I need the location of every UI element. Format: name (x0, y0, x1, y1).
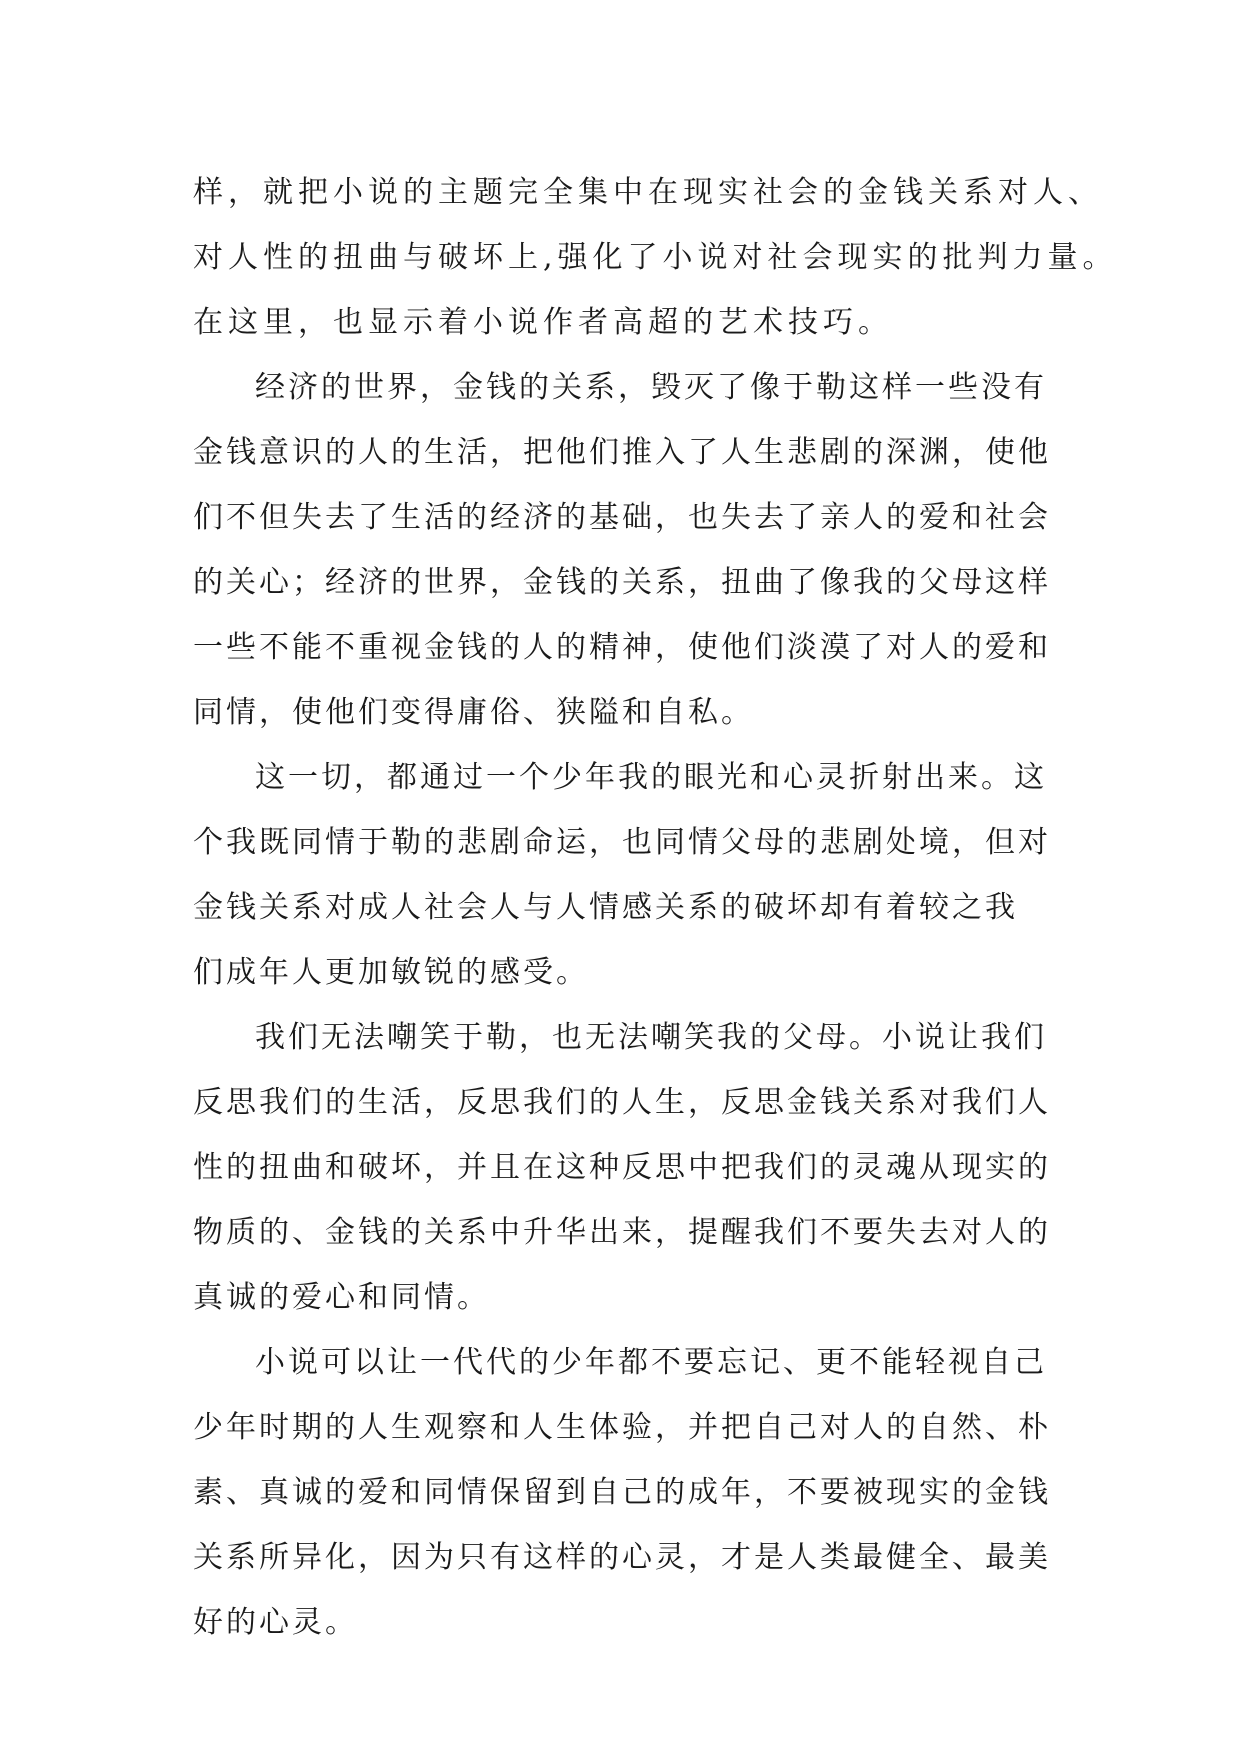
paragraph-line: 性的扭曲和破坏，并且在这种反思中把我们的灵魂从现实的 (193, 1150, 1051, 1185)
paragraph-line: 经济的世界，金钱的关系，毁灭了像于勒这样一些没有 (255, 370, 1047, 405)
paragraph-line: 少年时期的人生观察和人生体验，并把自己对人的自然、朴 (193, 1410, 1051, 1445)
paragraph-line: 一些不能不重视金钱的人的精神，使他们淡漠了对人的爱和 (193, 630, 1051, 665)
paragraph-3 (193, 745, 1113, 1005)
paragraph-line: 的关心；经济的世界，金钱的关系，扭曲了像我的父母这样 (193, 565, 1051, 600)
paragraph-1 (193, 160, 1118, 355)
paragraph-line: 物质的、金钱的关系中升华出来，提醒我们不要失去对人的 (193, 1215, 1051, 1250)
paragraph-line: 真诚的爱心和同情。 (193, 1280, 490, 1315)
paragraph-line: 反思我们的生活，反思我们的人生，反思金钱关系对我们人 (193, 1085, 1051, 1120)
paragraph-2 (193, 355, 1113, 745)
paragraph-line: 同情，使他们变得庸俗、狭隘和自私。 (193, 695, 754, 730)
paragraph-line: 们成年人更加敏锐的感受。 (193, 955, 589, 990)
paragraph-line: 素、真诚的爱和同情保留到自己的成年，不要被现实的金钱 (193, 1475, 1051, 1510)
paragraph-5 (193, 1330, 1113, 1655)
paragraph-line: 金钱关系对成人社会人与人情感关系的破坏却有着较之我 (193, 890, 1018, 925)
paragraph-line: 小说可以让一代代的少年都不要忘记、更不能轻视自己 (255, 1345, 1047, 1380)
paragraph-line: 好的心灵。 (193, 1605, 358, 1640)
paragraph-line: 关系所异化，因为只有这样的心灵，才是人类最健全、最美 (193, 1540, 1051, 1575)
paragraph-line: 们不但失去了生活的经济的基础，也失去了亲人的爱和社会 (193, 500, 1051, 535)
paragraph-line: 金钱意识的人的生活，把他们推入了人生悲剧的深渊，使他 (193, 435, 1051, 470)
paragraph-line: 在这里，也显示着小说作者高超的艺术技巧。 (193, 305, 893, 340)
document-body (193, 160, 1118, 1655)
paragraph-line: 样，就把小说的主题完全集中在现实社会的金钱关系对人、 (193, 175, 1103, 210)
paragraph-line: 这一切，都通过一个少年我的眼光和心灵折射出来。这 (255, 760, 1047, 795)
paragraph-4 (193, 1005, 1113, 1330)
paragraph-line: 个我既同情于勒的悲剧命运，也同情父母的悲剧处境，但对 (193, 825, 1051, 860)
paragraph-line: 对人性的扭曲与破坏上,强化了小说对社会现实的批判力量。 (193, 240, 1118, 275)
paragraph-line: 我们无法嘲笑于勒，也无法嘲笑我的父母。小说让我们 (255, 1020, 1047, 1055)
